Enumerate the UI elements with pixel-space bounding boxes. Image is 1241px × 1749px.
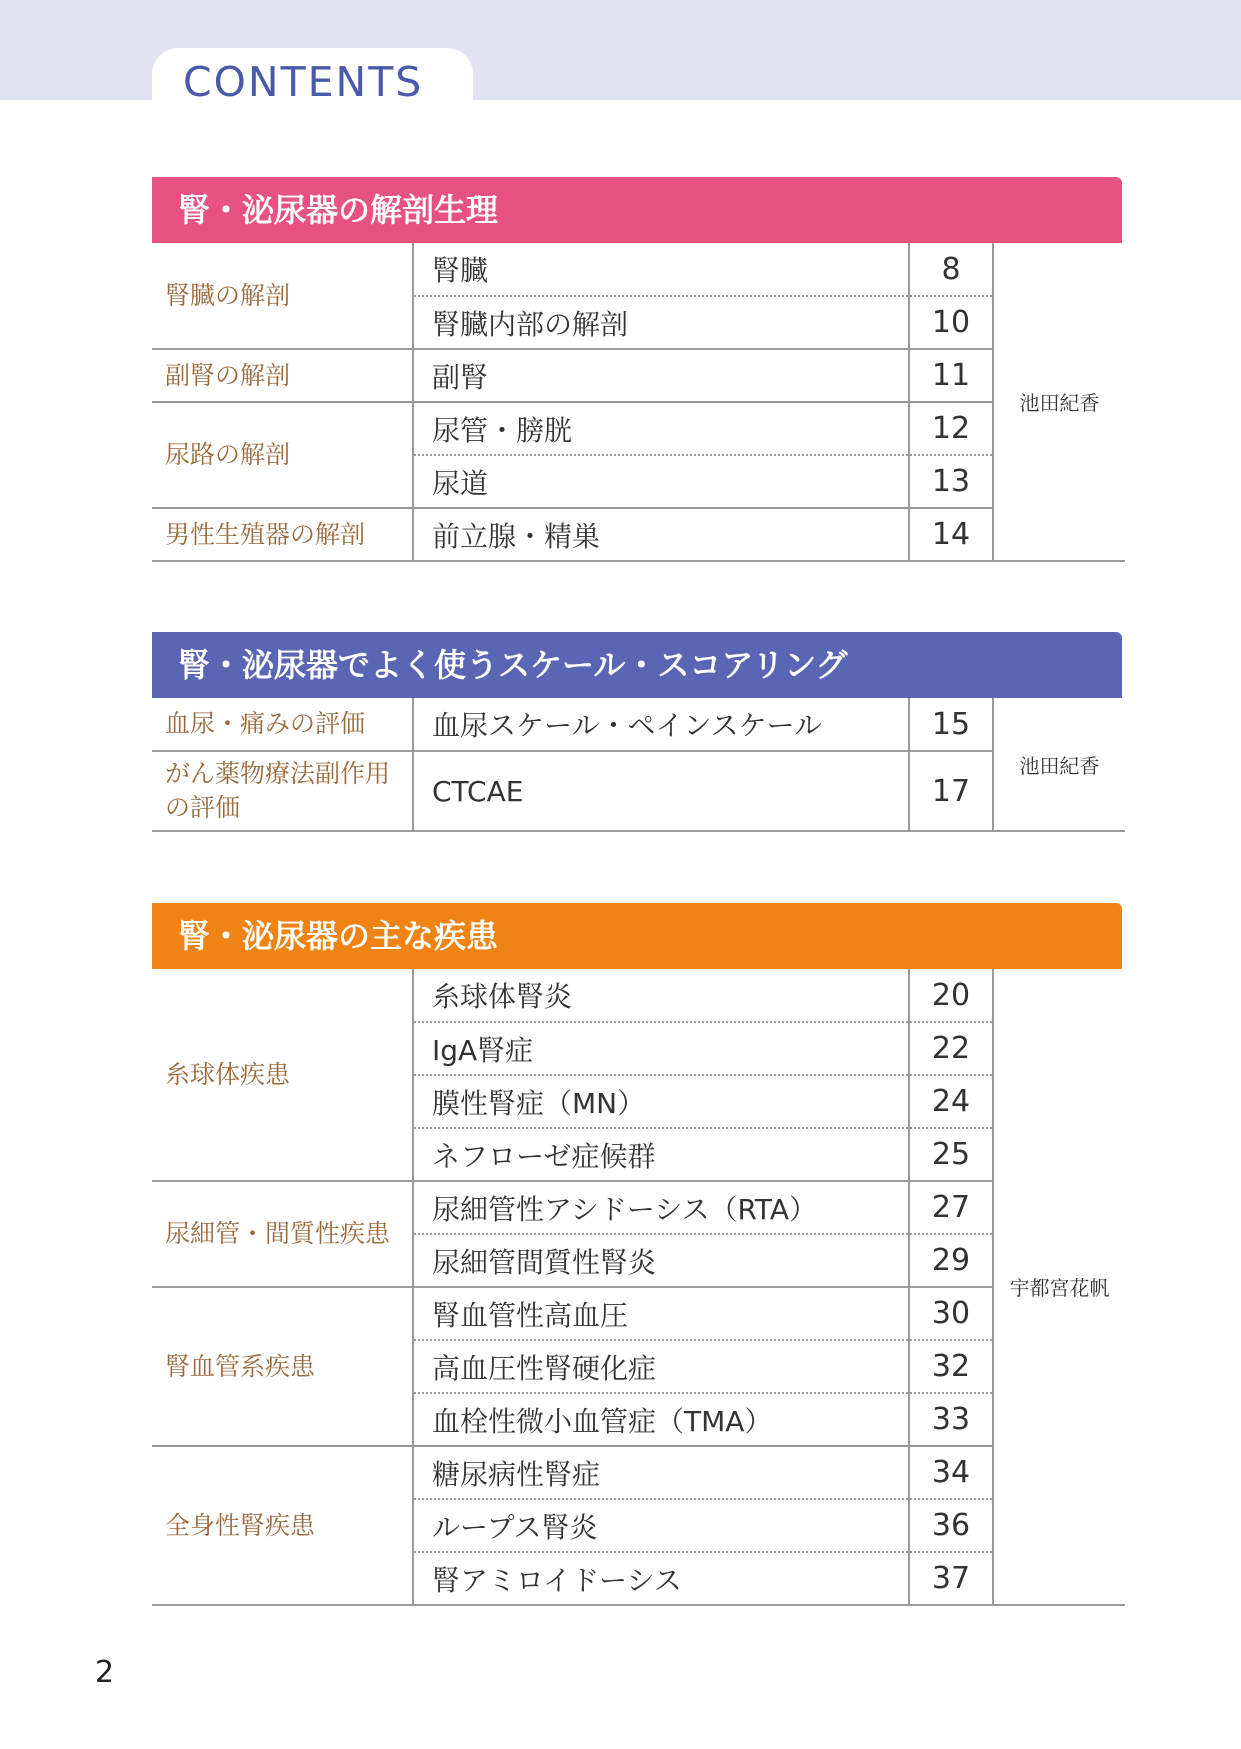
entry-title: ネフローゼ症候群 (413, 1128, 909, 1181)
table-row (152, 1287, 1125, 1340)
entry-page: 14 (909, 508, 993, 561)
category-label: 全身性腎疾患 (152, 1446, 413, 1605)
entry-page: 20 (909, 969, 993, 1022)
entry-title: 膜性腎症（MN） (413, 1075, 909, 1128)
entry-title: 高血圧性腎硬化症 (413, 1340, 909, 1393)
entry-page: 22 (909, 1022, 993, 1075)
table-row (152, 1446, 1125, 1499)
category-label: 腎臓の解剖 (152, 243, 413, 349)
page-number: 2 (95, 1655, 115, 1690)
entry-title: 前立腺・精巣 (413, 508, 909, 561)
entry-title: IgA腎症 (413, 1022, 909, 1075)
author-name: 宇都宮花帆 (993, 969, 1125, 1605)
entry-page: 32 (909, 1340, 993, 1393)
section-diseases (152, 903, 1122, 1606)
section-scales (152, 632, 1122, 832)
category-label: 副腎の解剖 (152, 349, 413, 402)
category-label: 血尿・痛みの評価 (152, 698, 413, 751)
toc-table (152, 969, 1125, 1606)
entry-title: 副腎 (413, 349, 909, 402)
entry-title: 尿細管性アシドーシス（RTA） (413, 1181, 909, 1234)
table-row (152, 969, 1125, 1022)
entry-page: 12 (909, 402, 993, 455)
table-row (152, 698, 1125, 751)
entry-page: 17 (909, 751, 993, 831)
entry-page: 33 (909, 1393, 993, 1446)
entry-title: 血尿スケール・ペインスケール (413, 698, 909, 751)
entry-title: 腎臓内部の解剖 (413, 296, 909, 349)
category-label: 尿細管・間質性疾患 (152, 1181, 413, 1287)
entry-page: 8 (909, 243, 993, 296)
section-title: 腎・泌尿器の解剖生理 (152, 177, 1122, 243)
entry-title: 腎アミロイドーシス (413, 1552, 909, 1605)
entry-page: 11 (909, 349, 993, 402)
category-label: 尿路の解剖 (152, 402, 413, 508)
table-row (152, 1181, 1125, 1234)
table-row (152, 402, 1125, 455)
section-anatomy (152, 177, 1122, 562)
entry-title: 糸球体腎炎 (413, 969, 909, 1022)
toc-table (152, 698, 1125, 832)
entry-page: 25 (909, 1128, 993, 1181)
author-name: 池田紀香 (993, 243, 1125, 561)
entry-page: 27 (909, 1181, 993, 1234)
entry-title: 尿管・膀胱 (413, 402, 909, 455)
entry-title: 腎臓 (413, 243, 909, 296)
author-name: 池田紀香 (993, 698, 1125, 831)
category-label: 糸球体疾患 (152, 969, 413, 1181)
entry-title: 糖尿病性腎症 (413, 1446, 909, 1499)
section-title: 腎・泌尿器でよく使うスケール・スコアリング (152, 632, 1122, 698)
entry-page: 13 (909, 455, 993, 508)
entry-page: 30 (909, 1287, 993, 1340)
entry-page: 24 (909, 1075, 993, 1128)
table-row (152, 349, 1125, 402)
entry-title: 腎血管性高血圧 (413, 1287, 909, 1340)
toc-table (152, 243, 1125, 562)
entry-title: 尿細管間質性腎炎 (413, 1234, 909, 1287)
contents-label: CONTENTS (183, 58, 424, 106)
category-label: 男性生殖器の解剖 (152, 508, 413, 561)
table-row (152, 751, 1125, 831)
entry-page: 36 (909, 1499, 993, 1552)
entry-title: 血栓性微小血管症（TMA） (413, 1393, 909, 1446)
category-label: 腎血管系疾患 (152, 1287, 413, 1446)
entry-page: 37 (909, 1552, 993, 1605)
table-row (152, 508, 1125, 561)
entry-title: 尿道 (413, 455, 909, 508)
entry-title: CTCAE (413, 751, 909, 831)
category-label: がん薬物療法副作用の評価 (152, 751, 413, 831)
entry-page: 15 (909, 698, 993, 751)
entry-page: 10 (909, 296, 993, 349)
entry-page: 34 (909, 1446, 993, 1499)
section-title: 腎・泌尿器の主な疾患 (152, 903, 1122, 969)
entry-page: 29 (909, 1234, 993, 1287)
entry-title: ループス腎炎 (413, 1499, 909, 1552)
table-row (152, 243, 1125, 296)
